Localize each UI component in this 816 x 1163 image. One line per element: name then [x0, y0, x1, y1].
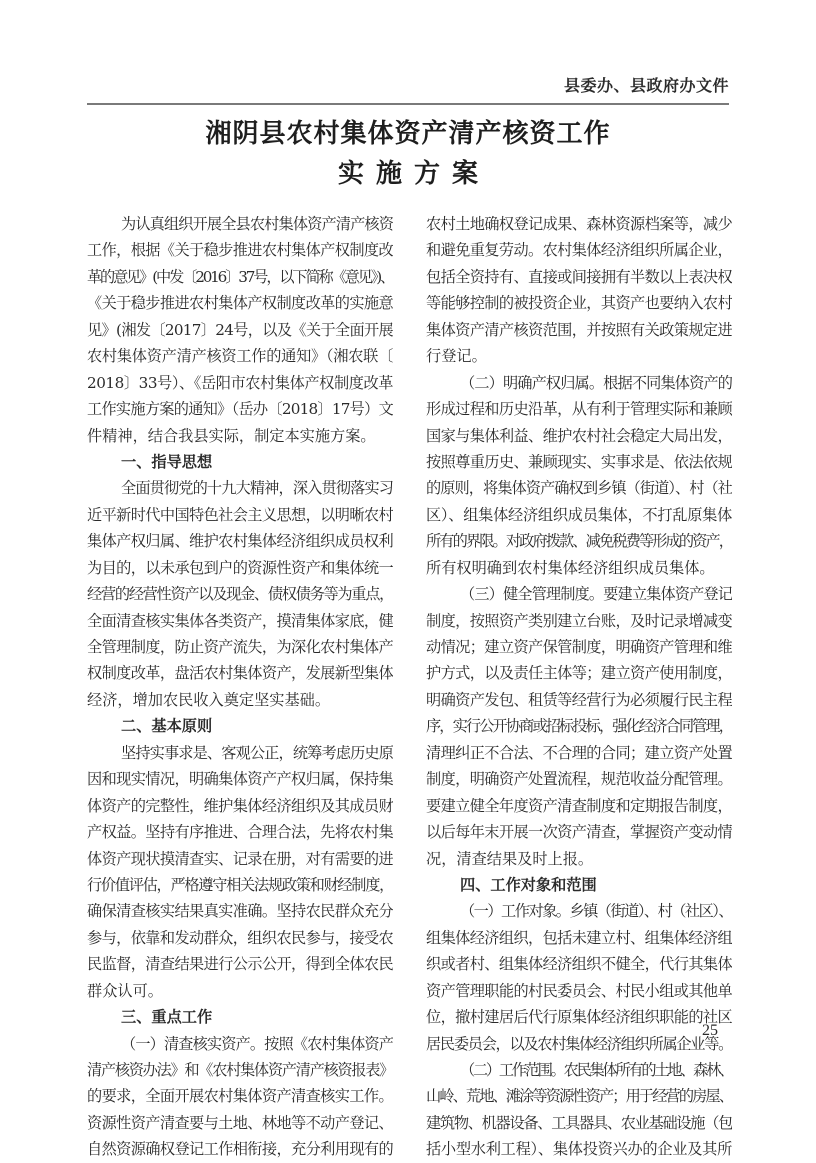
text-line: 经济，增加农民收入奠定坚实基础。 — [87, 690, 330, 709]
text-line: 组集体经济组织，包括未建立村、组集体经济组 — [426, 928, 732, 947]
text-line: 按照尊重历史、兼顾现实、实事求是、依法依规 — [426, 452, 732, 471]
text-line: 况，清查结果及时上报。 — [426, 849, 594, 868]
text-line: 山岭、荒地、滩涂等资源性资产；用于经营的房屋、 — [426, 1087, 732, 1106]
text-line: 位，撤村建居后代行原集体经济组织职能的社区 — [426, 1008, 732, 1027]
text-line: 革的意见》(中发〔2016〕37号，以下简称《意见》)、 — [87, 267, 393, 286]
text-line: 和避免重复劳动。农村集体经济组织所属企业， — [426, 241, 732, 260]
text-line: 自然资源确权登记工作相衔接，充分利用现有的 — [87, 1140, 393, 1159]
text-line: 以后每年末开展一次资产清查，掌握资产变动情 — [426, 823, 732, 842]
text-line: 居民委员会，以及农村集体经济组织所属企业等。 — [426, 1034, 732, 1053]
text-line: 集体资产清产核资范围，并按照有关政策规定进 — [426, 320, 732, 339]
right-column — [426, 211, 732, 1163]
page-number: 25 — [702, 1022, 718, 1039]
text-line: 等能够控制的被投资企业，其资产也要纳入农村 — [426, 294, 732, 313]
text-line: 件精神，结合我县实际，制定本实施方案。 — [87, 426, 376, 445]
text-line: （二）明确产权归属。根据不同集体资产的 — [460, 373, 732, 392]
text-line: 为认真组织开展全县农村集体资产清产核资 — [121, 215, 393, 233]
text-line: 的要求，全面开展农村集体资产清查核实工作。 — [87, 1087, 393, 1106]
text-line: 农村土地确权登记成果、森林资源档案等，减少 — [426, 215, 732, 233]
text-line: 坚持实事求是、客观公正，统筹考虑历史原 — [121, 743, 393, 762]
text-line: （一）工作对象。乡镇（街道）、村（社区）、 — [460, 902, 732, 921]
text-line: 因和现实情况，明确集体资产产权归属，保持集 — [87, 770, 393, 789]
text-line: 国家与集体利益、维护农村社会稳定大局出发， — [426, 426, 732, 445]
text-line: 农村集体资产清产核资工作的通知》（湘农联〔 — [87, 347, 393, 366]
text-line: 建筑物、机器设备、工具器具、农业基础设施（包 — [426, 1113, 732, 1132]
text-line: 行价值评估，严格遵守相关法规政策和财经制度， — [87, 875, 393, 894]
text-line: 护方式，以及责任主体等；建立资产使用制度， — [426, 664, 732, 683]
text-line: 明确资产发包、租赁等经营行为必须履行民主程 — [426, 690, 732, 709]
text-line: 资源性资产清查要与土地、林地等不动产登记、 — [87, 1113, 393, 1132]
header-rule — [87, 103, 729, 105]
text-line: 集体产权归属、维护农村集体经济组织成员权利 — [87, 532, 393, 551]
section-heading: 四、工作对象和范围 — [460, 875, 597, 894]
text-line: 工作实施方案的通知》（岳办〔2018〕17号）文 — [87, 400, 393, 419]
section-heading: 三、重点工作 — [121, 1008, 213, 1027]
text-line: 为目的，以未承包到户的资源性资产和集体统一 — [87, 558, 393, 577]
text-line: 制度，按照资产类别建立台账，及时记录增减变 — [426, 611, 732, 630]
text-line: 《关于稳步推进农村集体产权制度改革的实施意 — [87, 294, 393, 313]
text-line: 全面贯彻党的十九大精神，深入贯彻落实习 — [121, 479, 393, 498]
text-line: 产权益。坚持有序推进、合理合法，先将农村集 — [87, 823, 393, 842]
text-line: 全面清查核实集体各类资产，摸清集体家底，健 — [87, 611, 393, 630]
text-line: 动情况；建立资产保管制度，明确资产管理和维 — [426, 638, 732, 656]
text-line: 近平新时代中国特色社会主义思想，以明晰农村 — [87, 505, 393, 524]
text-line: 所有权明确到农村集体经济组织成员集体。 — [426, 558, 715, 577]
text-line: 的原则，将集体资产确权到乡镇（街道）、村（社 — [426, 479, 732, 498]
text-line: 体资产的完整性，维护集体经济组织及其成员财 — [87, 796, 393, 815]
text-line: 清理纠正不合法、不合理的合同；建立资产处置 — [426, 743, 732, 762]
text-line: 制度，明确资产处置流程，规范收益分配管理。 — [426, 770, 732, 789]
text-line: 确保清查核实结果真实准确。坚持农民群众充分 — [87, 902, 393, 921]
text-line: 要建立健全年度资产清查制度和定期报告制度， — [426, 796, 732, 815]
text-line: 2018〕33号）、《岳阳市农村集体产权制度改革 — [87, 373, 393, 392]
text-line: 群众认可。 — [87, 981, 163, 1000]
text-line: 区）、组集体经济组织成员集体，不打乱原集体 — [426, 505, 732, 524]
text-line: 全管理制度，防止资产流失，为深化农村集体产 — [87, 638, 393, 656]
running-head: 县委办、县政府办文件 — [563, 76, 729, 95]
left-column — [87, 211, 393, 1163]
text-line: 织或者村、组集体经济组织不健全，代行其集体 — [426, 955, 732, 974]
document-title-line-2: 实施方案 — [337, 159, 490, 189]
text-line: 所有的界限。对政府拨款、减免税费等形成的资产， — [426, 532, 732, 551]
text-line: 资产管理职能的村民委员会、村民小组或其他单 — [426, 981, 732, 1000]
text-line: 形成过程和历史沿革，从有利于管理实际和兼顾 — [426, 400, 732, 419]
text-line: （一）清查核实资产。按照《农村集体资产 — [121, 1034, 393, 1053]
text-line: 民监督，清查结果进行公示公开，得到全体农民 — [87, 955, 393, 974]
text-line: 包括全资持有、直接或间接拥有半数以上表决权 — [426, 267, 732, 286]
text-line: 工作，根据《关于稳步推进农村集体产权制度改 — [87, 241, 393, 260]
text-line: 行登记。 — [426, 347, 487, 366]
text-line: 经营的经营性资产以及现金、债权债务等为重点， — [87, 585, 393, 604]
section-heading: 一、指导思想 — [121, 452, 213, 471]
text-line: 见》(湘发〔2017〕24号，以及《关于全面开展 — [87, 320, 393, 339]
text-line: 体资产现状摸清查实、记录在册，对有需要的进 — [87, 849, 393, 868]
text-line: 括小型水利工程）、集体投资兴办的企业及其所 — [426, 1140, 732, 1159]
document-title-line-1: 湘阴县农村集体资产清产核资工作 — [205, 119, 611, 149]
text-line: 清产核资办法》和《农村集体资产清产核资报表》 — [87, 1061, 393, 1079]
text-line: 序，实行公开协商或招标投标，强化经济合同管理， — [426, 717, 732, 736]
text-line: （三）健全管理制度。要建立集体资产登记 — [460, 585, 732, 604]
section-heading: 二、基本原则 — [121, 717, 213, 736]
text-line: 权制度改革，盘活农村集体资产，发展新型集体 — [87, 664, 393, 683]
text-line: 参与，依靠和发动群众，组织农民参与，接受农 — [87, 928, 393, 947]
text-line: （二）工作范围。农民集体所有的土地、森林、 — [460, 1061, 732, 1079]
